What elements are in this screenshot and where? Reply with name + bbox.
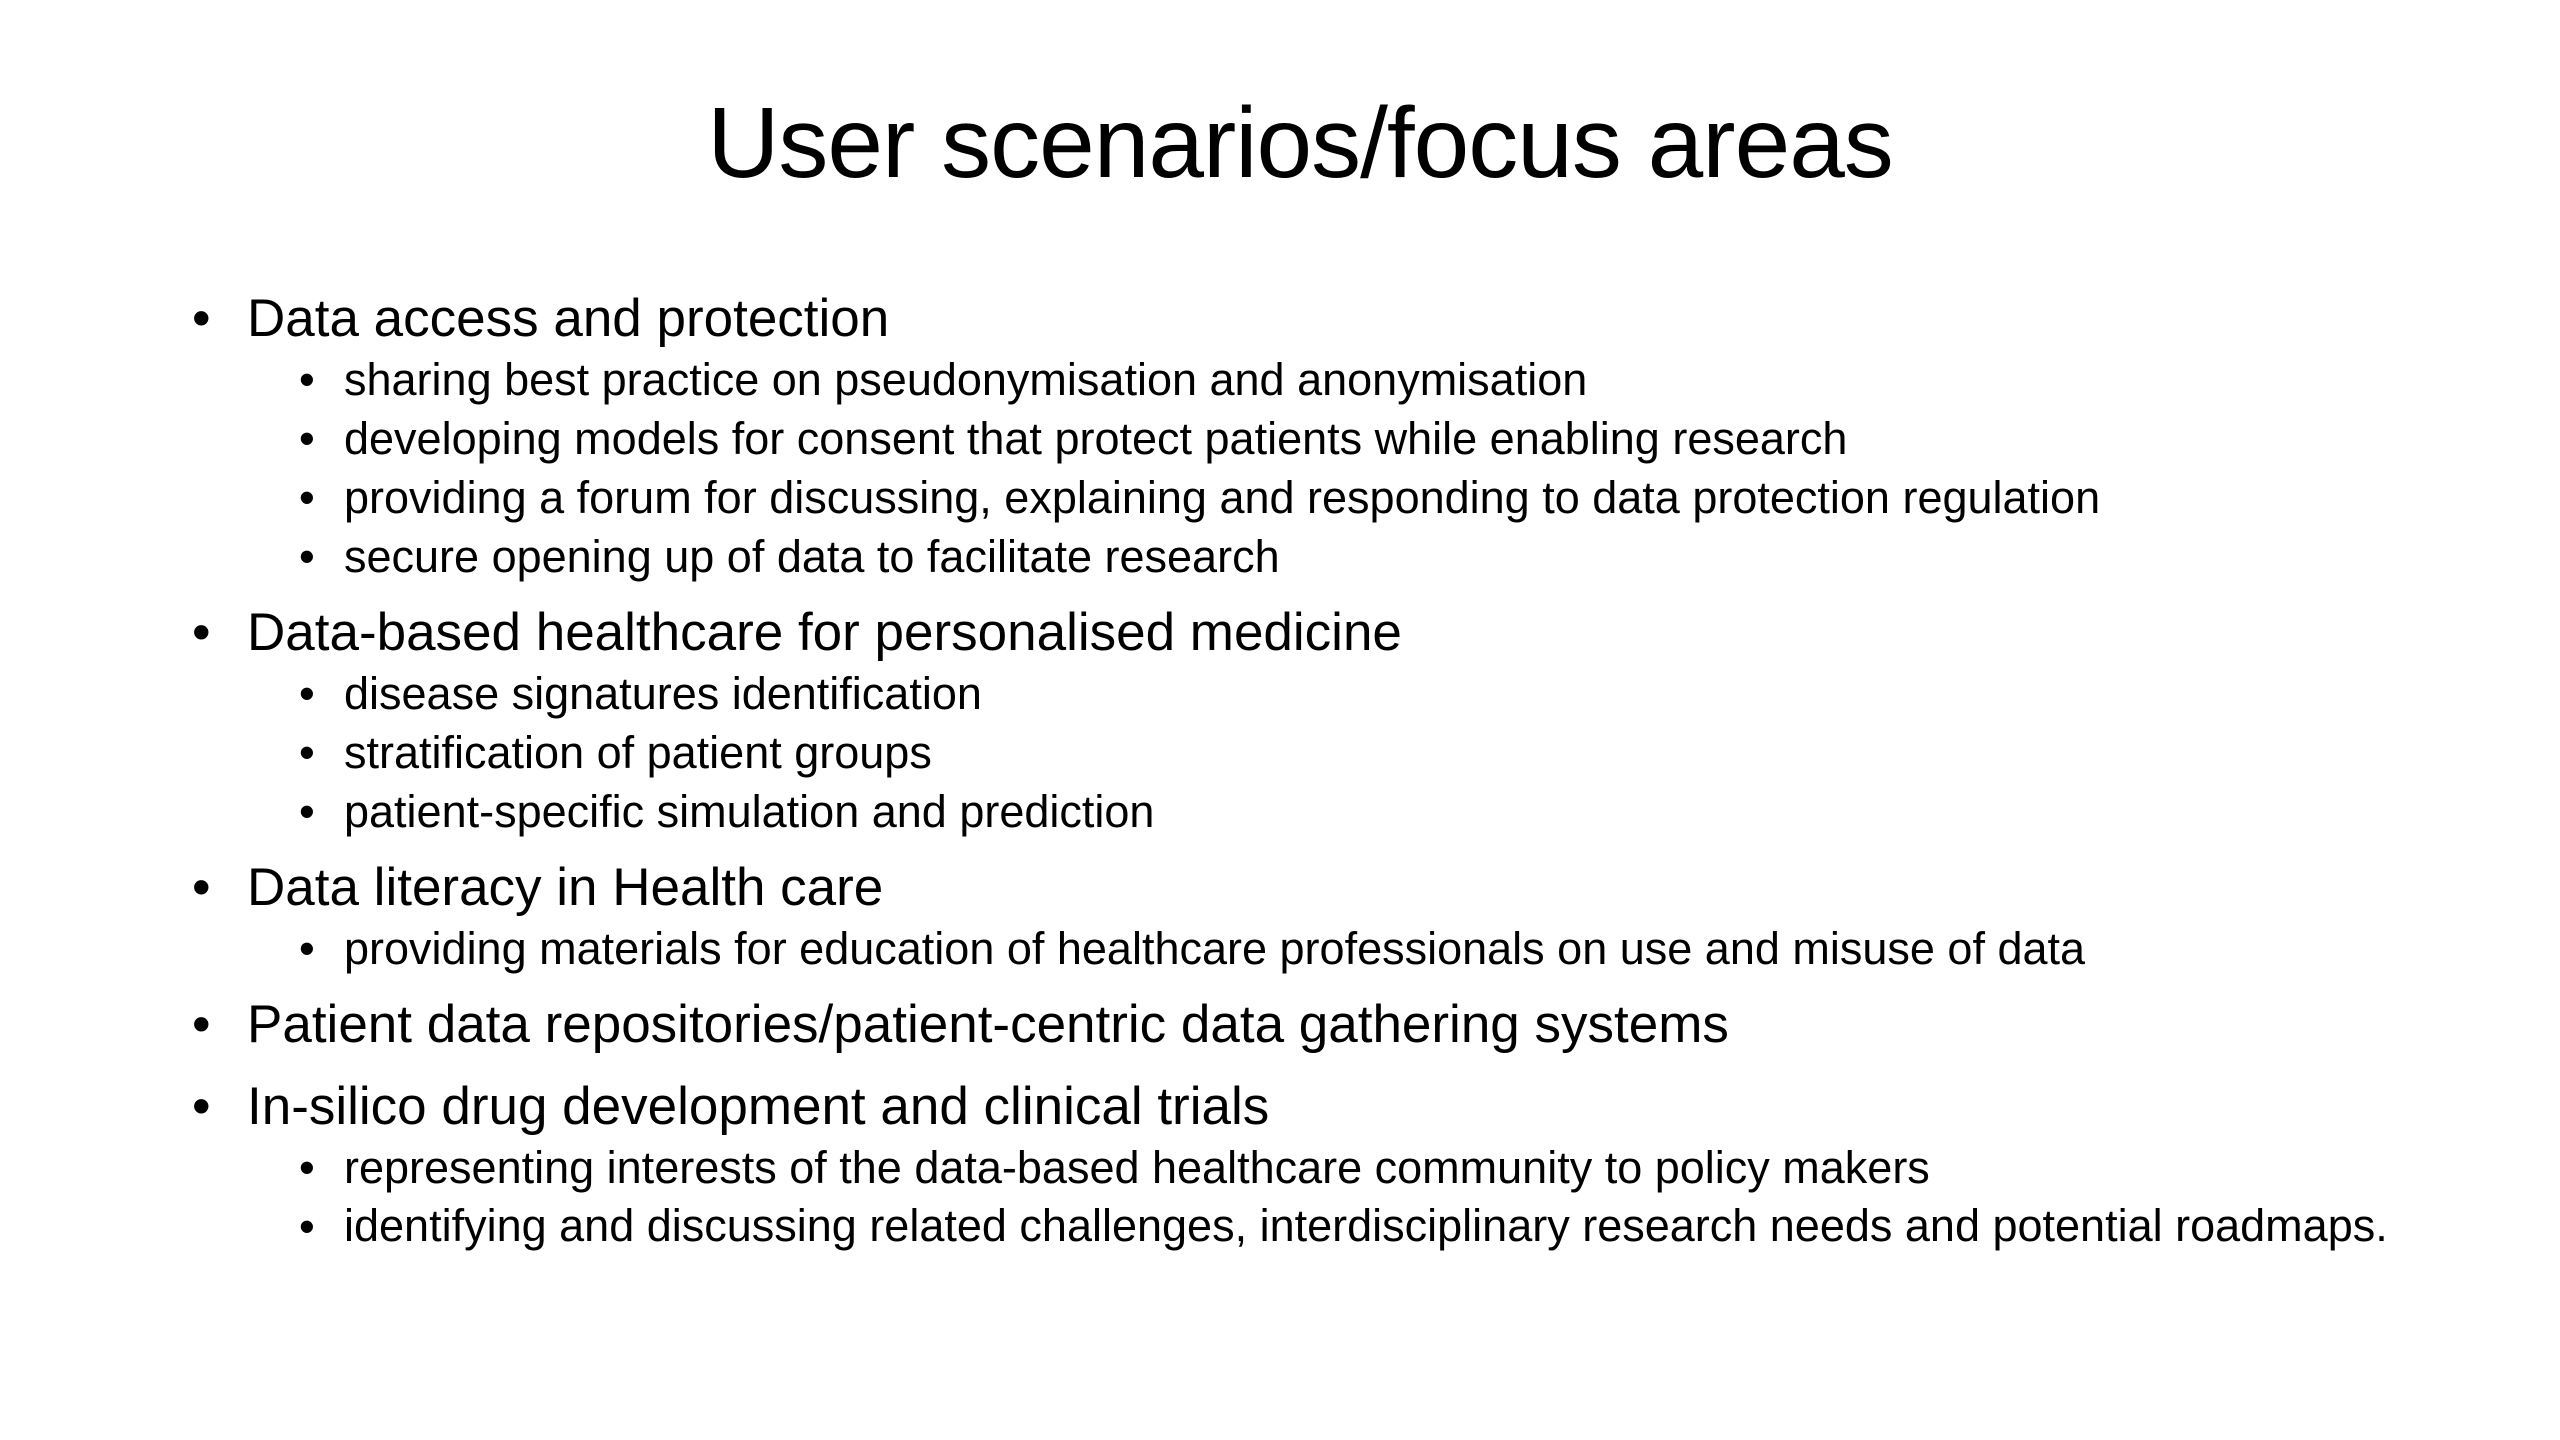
bullet-list <box>190 284 2390 1255</box>
bullet-glyph: • <box>192 858 211 917</box>
sub-bullet-glyph: • <box>299 1201 315 1252</box>
sub-bullet-text: providing materials for education of healthcare professionals on use and misuse of data <box>344 923 2086 974</box>
bullet-glyph: • <box>192 289 211 348</box>
sub-bullet-item <box>247 664 2390 723</box>
sub-bullet-text: developing models for consent that protect patients while enabling research <box>344 413 1848 464</box>
sub-bullet-item <box>247 350 2390 409</box>
sub-bullet-text: providing a forum for discussing, explaining and responding to data protection regulation <box>344 472 2101 523</box>
bullet-heading: Patient data repositories/patient-centric data gathering systems <box>247 995 1729 1054</box>
sub-bullet-glyph: • <box>299 1142 315 1193</box>
sub-bullet-text: disease signatures identification <box>344 668 982 719</box>
sub-bullet-text: identifying and discussing related challenges, interdisciplinary research needs and potential roadmaps. <box>344 1200 2388 1251</box>
sub-bullet-item <box>247 782 2390 841</box>
sub-bullet-item <box>247 409 2390 468</box>
bullet-item <box>190 853 2390 978</box>
bullet-glyph: • <box>192 603 211 662</box>
sub-bullet-list <box>247 1138 2390 1255</box>
sub-bullet-glyph: • <box>299 786 315 837</box>
sub-bullet-text: stratification of patient groups <box>344 727 932 778</box>
sub-bullet-glyph: • <box>299 727 315 778</box>
bullet-item <box>190 284 2390 586</box>
sub-bullet-item <box>247 723 2390 782</box>
sub-bullet-item <box>247 1197 2390 1255</box>
sub-bullet-text: representing interests of the data-based healthcare community to policy makers <box>344 1142 1930 1193</box>
sub-bullet-glyph: • <box>299 668 315 719</box>
bullet-glyph: • <box>192 995 211 1054</box>
sub-bullet-glyph: • <box>299 923 315 974</box>
sub-bullet-list <box>247 664 2390 841</box>
bullet-heading: Data-based healthcare for personalised medicine <box>247 603 1402 662</box>
sub-bullet-item <box>247 1138 2390 1197</box>
slide-content <box>190 284 2390 1267</box>
sub-bullet-item <box>247 527 2390 586</box>
sub-bullet-text: sharing best practice on pseudonymisation and anonymisation <box>344 354 1588 405</box>
sub-bullet-glyph: • <box>299 472 315 523</box>
sub-bullet-glyph: • <box>299 531 315 582</box>
sub-bullet-text: patient-specific simulation and prediction <box>344 786 1155 837</box>
bullet-heading: Data access and protection <box>247 289 890 348</box>
slide-title: User scenarios/focus areas <box>707 87 1893 199</box>
bullet-item <box>190 598 2390 841</box>
sub-bullet-glyph: • <box>299 413 315 464</box>
sub-bullet-item <box>247 468 2390 527</box>
bullet-heading: In-silico drug development and clinical trials <box>247 1077 1270 1136</box>
bullet-heading: Data literacy in Health care <box>247 858 884 917</box>
bullet-glyph: • <box>192 1077 211 1136</box>
sub-bullet-text: secure opening up of data to facilitate research <box>344 531 1280 582</box>
sub-bullet-item <box>247 919 2390 978</box>
bullet-item <box>190 990 2390 1060</box>
sub-bullet-glyph: • <box>299 354 315 405</box>
sub-bullet-list <box>247 350 2390 586</box>
bullet-item <box>190 1072 2390 1255</box>
sub-bullet-list <box>247 919 2390 978</box>
